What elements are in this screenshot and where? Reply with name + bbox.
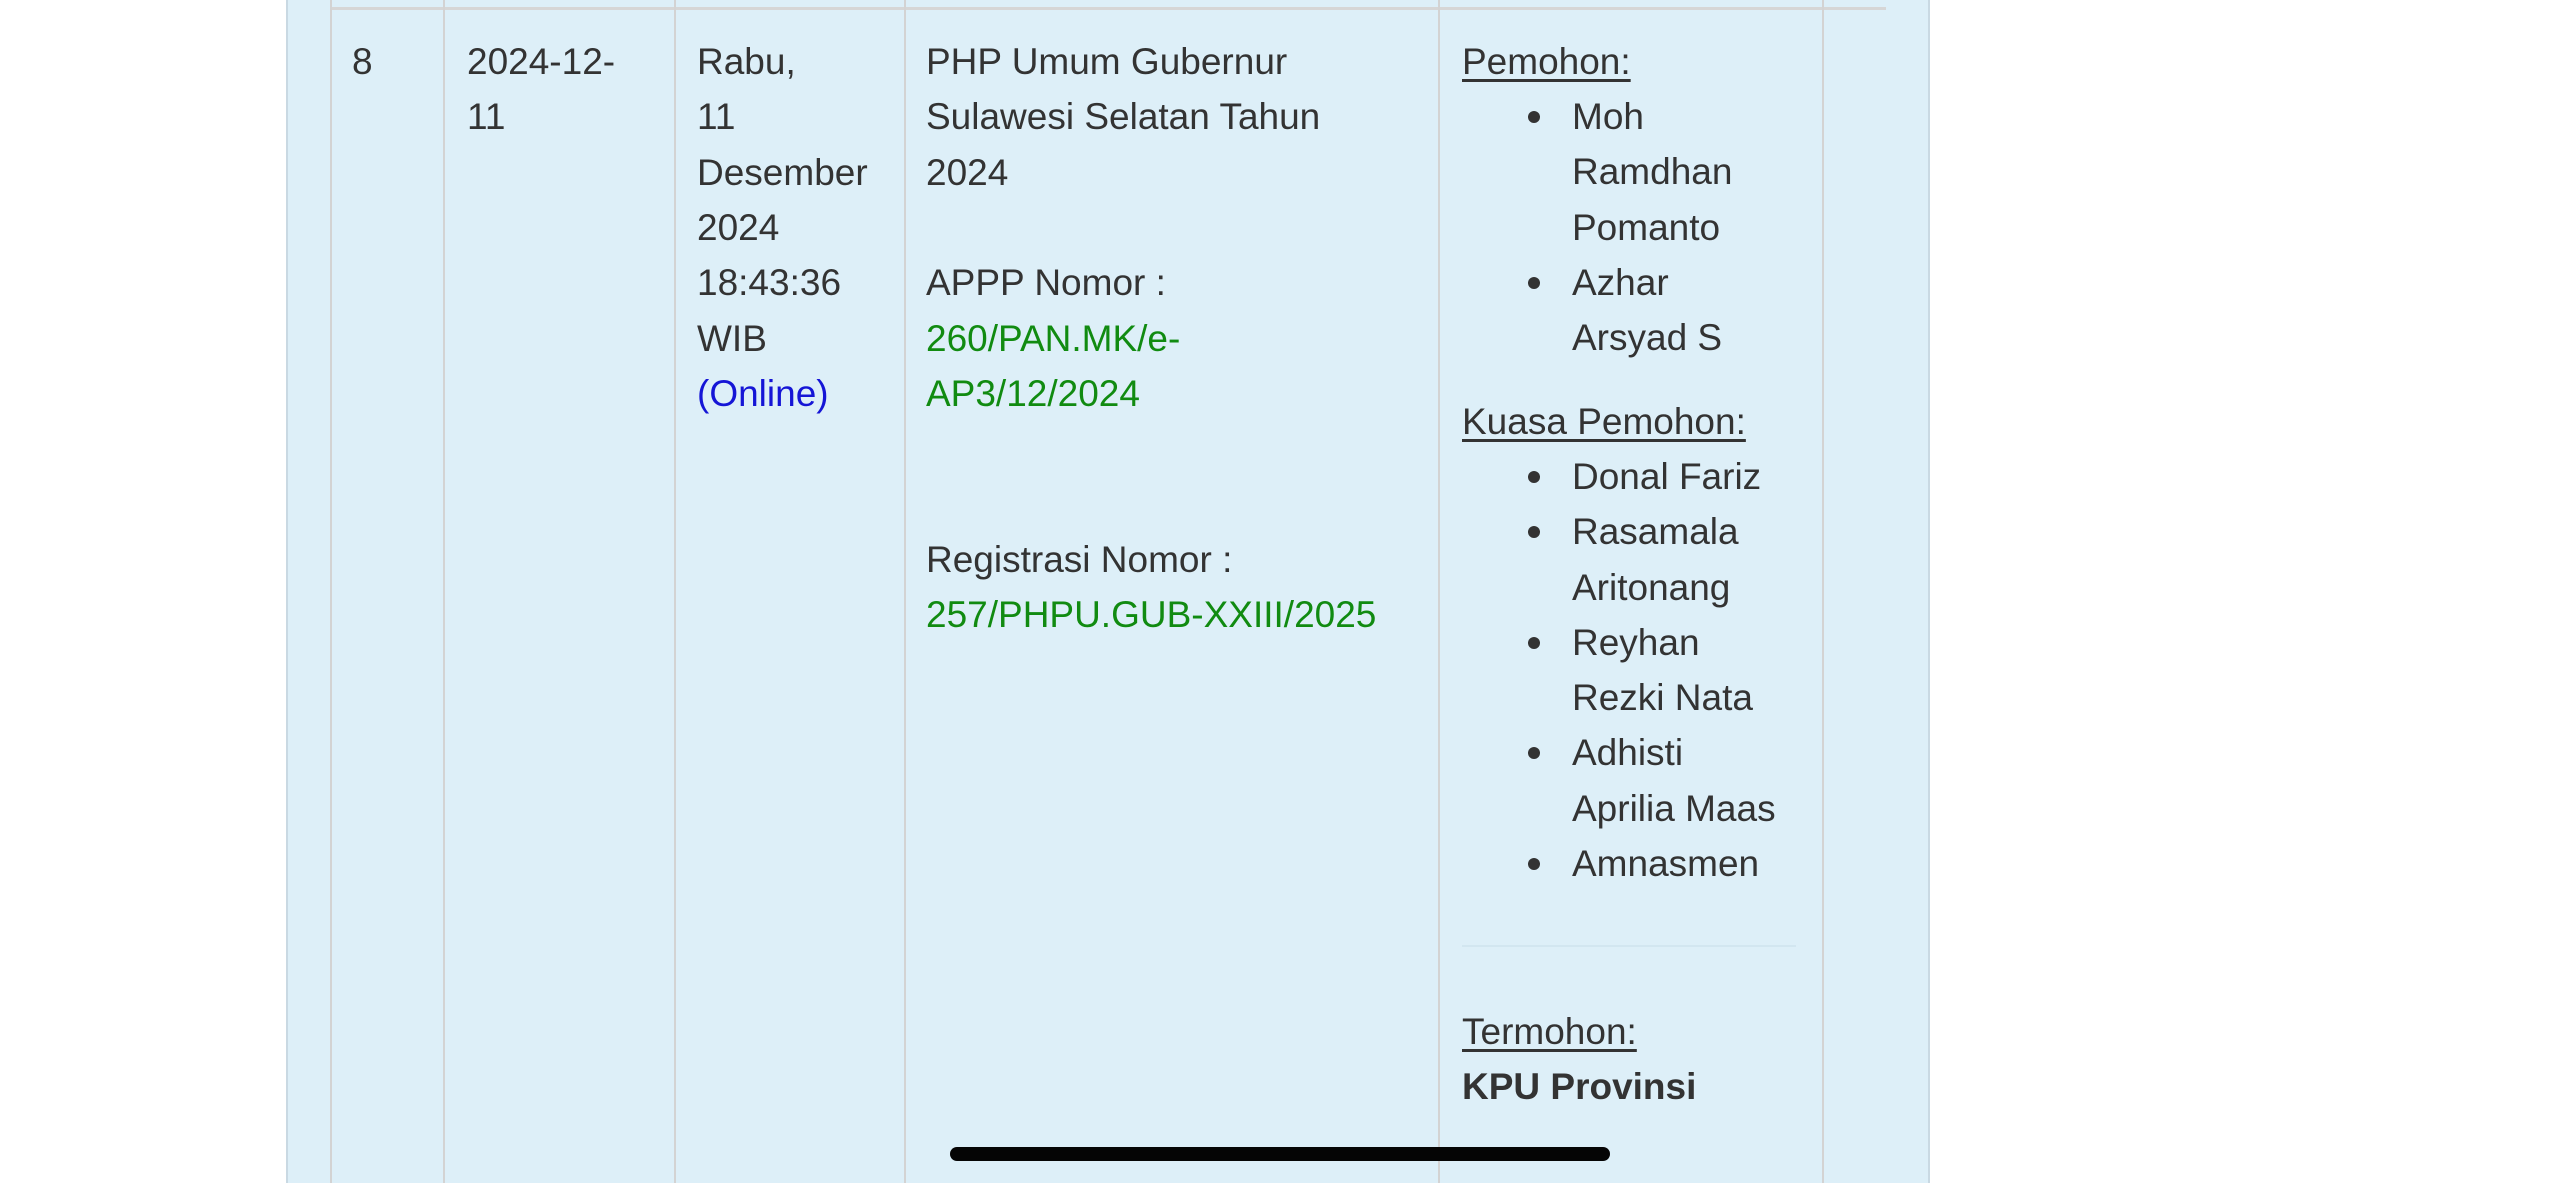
kuasa-item: Reyhan Rezki Nata — [1572, 615, 1776, 726]
col-divider-1 — [330, 0, 332, 1183]
appp-number-link[interactable]: AP3/12/2024 — [926, 373, 1140, 414]
case-title-line: PHP Umum Gubernur — [926, 41, 1288, 82]
parties-divider — [1462, 945, 1796, 947]
appp-label: APPP Nomor : — [926, 262, 1166, 303]
online-mode: (Online) — [697, 373, 829, 414]
col-divider-4 — [904, 0, 906, 1183]
case-title-line: Sulawesi Selatan Tahun — [926, 96, 1321, 137]
col-divider-2 — [443, 0, 445, 1183]
termohon-value: KPU Provinsi — [1462, 1066, 1697, 1107]
time-line: 18:43:36 — [697, 262, 842, 303]
home-indicator-bar[interactable] — [950, 1147, 1610, 1161]
termohon-label: Termohon: — [1462, 1011, 1637, 1052]
col-divider-6 — [1822, 0, 1824, 1183]
kuasa-item: Amnasmen — [1572, 836, 1776, 891]
time-line: Rabu, — [697, 41, 796, 82]
kuasa-pemohon-list — [1572, 449, 1776, 891]
time-line: 2024 — [697, 207, 780, 248]
date-line: 2024-12- — [467, 41, 616, 82]
col-divider-3 — [674, 0, 676, 1183]
time-line: WIB — [697, 318, 767, 359]
kuasa-pemohon-label: Kuasa Pemohon: — [1462, 401, 1746, 442]
pemohon-list — [1572, 89, 1732, 365]
pemohon-label: Pemohon: — [1462, 41, 1631, 82]
time-line: 11 — [697, 96, 736, 137]
appp-number-link[interactable]: 260/PAN.MK/e- — [926, 318, 1181, 359]
registrasi-number-link[interactable]: 257/PHPU.GUB-XXIII/2025 — [926, 594, 1377, 635]
kuasa-item: Adhisti Aprilia Maas — [1572, 725, 1776, 836]
col-divider-5 — [1438, 0, 1440, 1183]
case-title-line: 2024 — [926, 152, 1009, 193]
kuasa-item: Donal Fariz — [1572, 449, 1776, 504]
pemohon-item: Moh Ramdhan Pomanto — [1572, 89, 1732, 255]
registrasi-label: Registrasi Nomor : — [926, 539, 1233, 580]
pemohon-item: Azhar Arsyad S — [1572, 255, 1732, 366]
row-number: 8 — [352, 41, 373, 82]
date-line: 11 — [467, 96, 506, 137]
kuasa-item: Rasamala Aritonang — [1572, 504, 1776, 615]
row-top-border — [330, 7, 1886, 10]
time-line: Desember — [697, 152, 868, 193]
